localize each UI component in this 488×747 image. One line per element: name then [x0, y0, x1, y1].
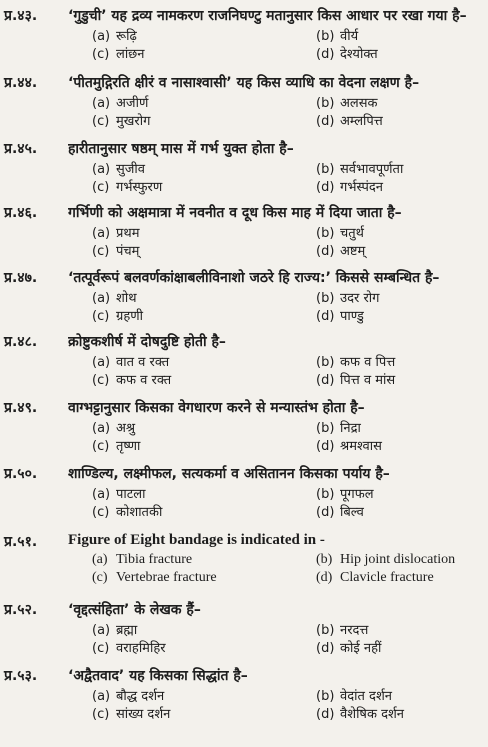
option-b: (b) चतुर्थ — [316, 226, 364, 241]
option-a: (a) अजीर्ण — [92, 96, 149, 111]
option-c: (c) लांछन — [92, 47, 145, 62]
question-51 — [0, 532, 488, 588]
question-number: प्र.४३. — [4, 8, 38, 24]
question-number: प्र.५२. — [4, 602, 38, 618]
option-a: (a) ब्रह्मा — [92, 623, 138, 638]
question-text: क्रोष्टुकशीर्ष में दोषदुष्टि होती है– — [68, 334, 226, 350]
option-b: (b) उदर रोग — [316, 291, 380, 306]
option-a: (a) अश्रु — [92, 421, 136, 436]
question-text: वाग्भट्टानुसार किसका वेगधारण करने से मन्यास्तंभ होता है– — [68, 400, 365, 416]
option-a: (a) सुजीव — [92, 162, 146, 177]
option-d: (d) श्रमश्वास — [316, 439, 382, 454]
option-d: (d) अम्लपित्त — [316, 114, 383, 129]
option-b: (b) सर्वभावपूर्णता — [316, 162, 404, 177]
question-number: प्र.५३. — [4, 668, 38, 684]
option-d: (d) Clavicle fracture — [316, 570, 434, 585]
option-c: (c) कोशातकी — [92, 505, 163, 520]
option-c: (c) गर्भस्फुरण — [92, 180, 163, 195]
question-text: ‘अद्वैतवाद’ यह किसका सिद्धांत है– — [68, 668, 248, 684]
question-text: ‘वृद्दत्संहिता’ के लेखक हैं– — [68, 602, 201, 618]
question-number: प्र.४९. — [4, 400, 38, 416]
option-b: (b) Hip joint dislocation — [316, 552, 456, 567]
question-50 — [0, 464, 488, 520]
option-d: (d) पित्त व मांस — [316, 373, 396, 388]
option-a: (a) वात व रक्त — [92, 355, 170, 370]
question-46 — [0, 203, 488, 259]
option-d: (d) वैशेषिक दर्शन — [316, 707, 405, 722]
option-a: (a) रूढ़ि — [92, 29, 137, 44]
question-number: प्र.४६. — [4, 205, 38, 221]
question-number: प्र.४८. — [4, 334, 38, 350]
option-b: (b) निद्रा — [316, 421, 361, 436]
question-48 — [0, 332, 488, 388]
question-53 — [0, 666, 488, 722]
question-number: प्र.४४. — [4, 75, 38, 91]
question-number: प्र.४७. — [4, 270, 38, 286]
question-text: ‘तत्पूर्वरूपं बलवर्णकांक्षाबलीविनाशो जठरे हि राज्य:’ किससे सम्बन्धित है– — [68, 270, 440, 286]
question-49 — [0, 398, 488, 454]
option-c: (c) कफ व रक्त — [92, 373, 172, 388]
question-text: ‘गुडुची’ यह द्रव्य नामकरण राजनिघण्टु मतानुसार किस आधार पर रखा गया है– — [68, 8, 467, 24]
question-number: प्र.४५. — [4, 141, 38, 157]
question-number: प्र.५१. — [4, 534, 38, 550]
question-text: हारीतानुसार षष्ठम् मास में गर्भ युक्त होता है– — [68, 141, 294, 157]
option-b: (b) कफ व पित्त — [316, 355, 396, 370]
question-text: Figure of Eight bandage is indicated in - — [68, 532, 325, 548]
option-c: (c) Vertebrae fracture — [92, 570, 217, 585]
option-c: (c) तृष्णा — [92, 439, 141, 454]
option-c: (c) वराहमिहिर — [92, 641, 166, 656]
question-text: गर्भिणी को अक्षमात्रा में नवनीत व दूध किस माह में दिया जाता है– — [68, 205, 402, 221]
question-44 — [0, 73, 488, 129]
option-d: (d) पाण्डु — [316, 309, 364, 324]
option-b: (b) नरदत्त — [316, 623, 369, 638]
option-d: (d) अष्टम् — [316, 244, 366, 259]
option-a: (a) प्रथम — [92, 226, 140, 241]
option-a: (a) बौद्ध दर्शन — [92, 689, 165, 704]
option-d: (d) गर्भस्पंदन — [316, 180, 384, 195]
question-52 — [0, 600, 488, 656]
question-43 — [0, 6, 488, 62]
option-d: (d) देश्योक्त — [316, 47, 378, 62]
option-b: (b) वेदांत दर्शन — [316, 689, 392, 704]
option-d: (d) कोई नहीं — [316, 641, 382, 656]
question-47 — [0, 268, 488, 324]
option-b: (b) अलसक — [316, 96, 378, 111]
option-b: (b) वीर्य — [316, 29, 359, 44]
option-a: (a) शोथ — [92, 291, 137, 306]
question-45 — [0, 139, 488, 195]
option-d: (d) बिल्व — [316, 505, 364, 520]
question-number: प्र.५०. — [4, 466, 38, 482]
option-c: (c) पंचम् — [92, 244, 140, 259]
question-text: शाण्डिल्य, लक्ष्मीफल, सत्यकर्मा व असितानन किसका पर्याय है– — [68, 466, 390, 482]
option-b: (b) पूगफल — [316, 487, 374, 502]
option-a: (a) पाटला — [92, 487, 146, 502]
option-c: (c) मुखरोग — [92, 114, 151, 129]
question-text: ‘पीतमुद्गिरति क्षीरं व नासाश्वासी’ यह किस व्याधि का वेदना लक्षण है– — [68, 75, 420, 91]
option-c: (c) ग्रहणी — [92, 309, 144, 324]
option-c: (c) सांख्य दर्शन — [92, 707, 171, 722]
option-a: (a) Tibia fracture — [92, 552, 193, 567]
